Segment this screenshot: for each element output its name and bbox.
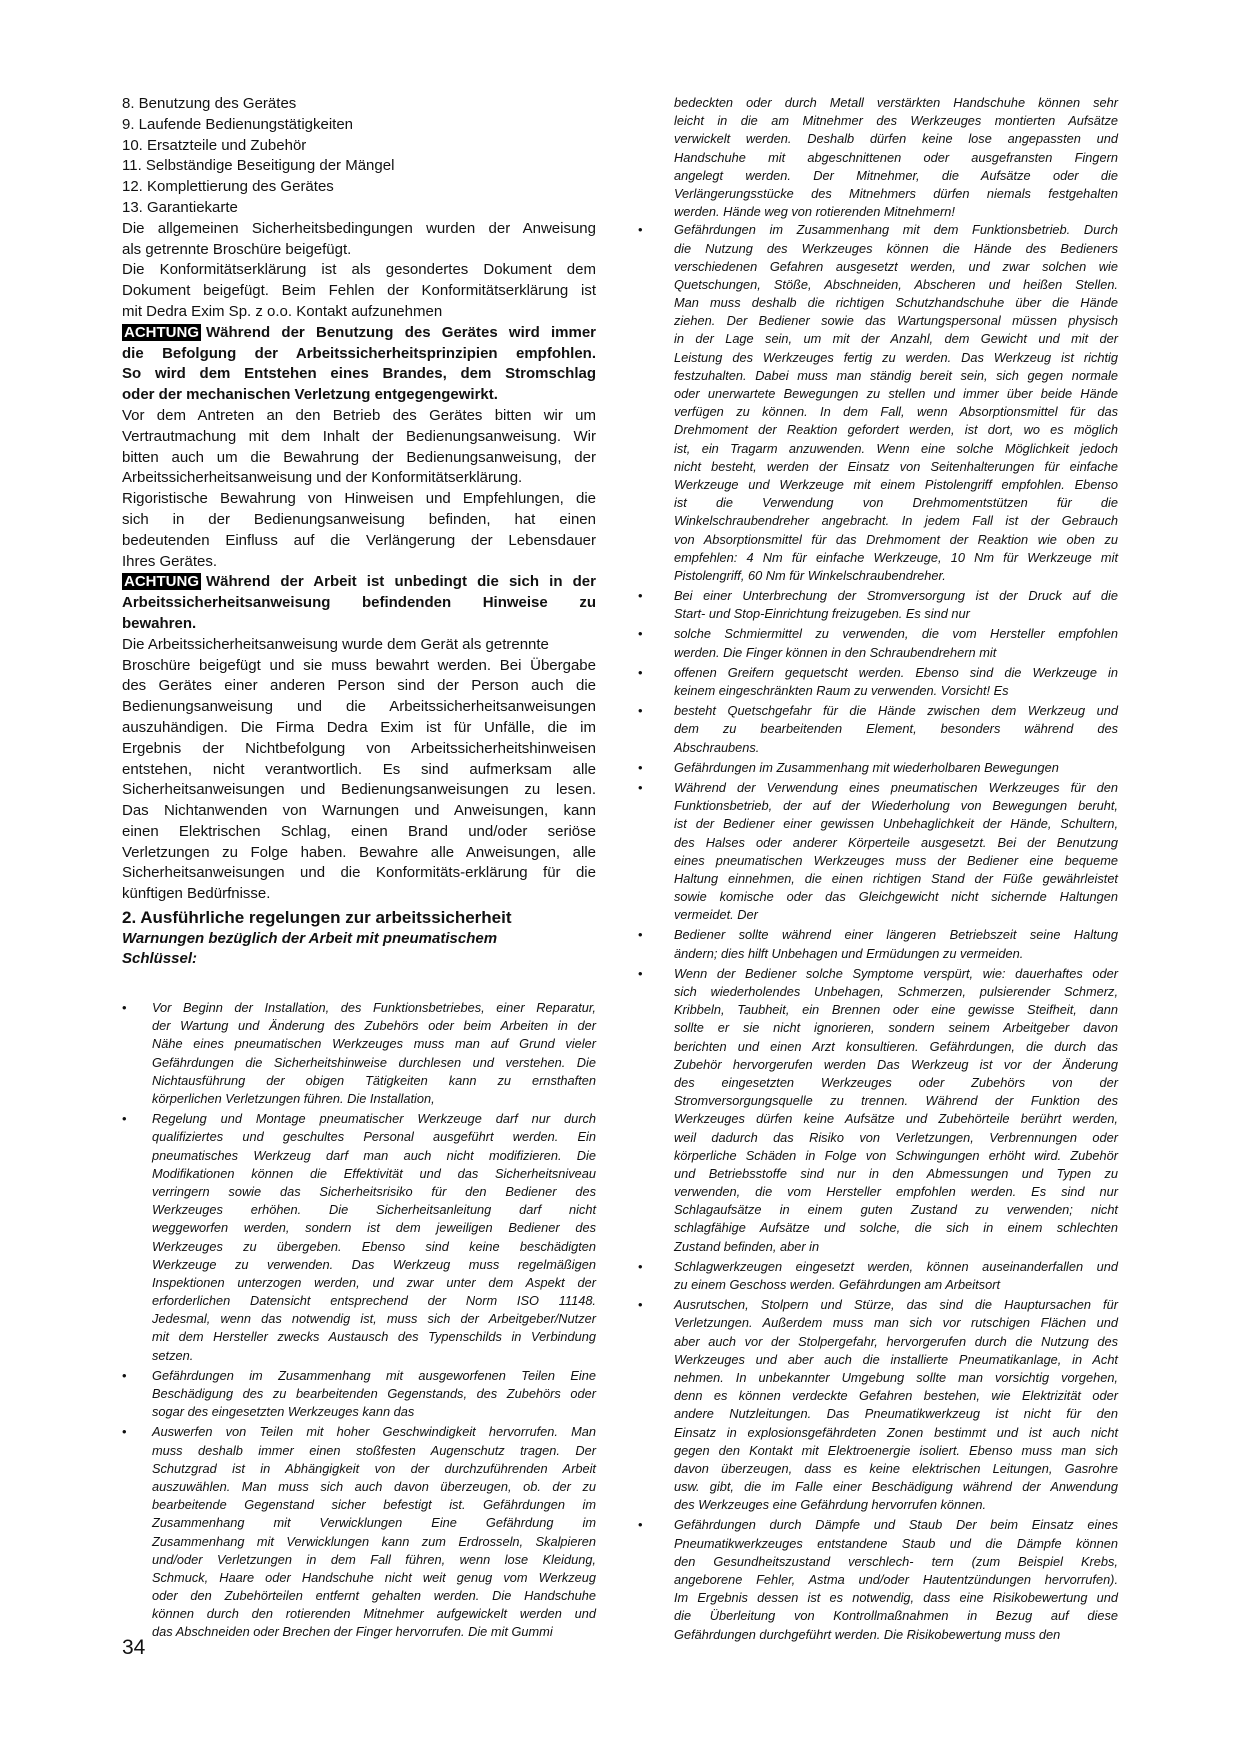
text-line: Werkzeuge zu verwenden. Das Werkzeug muss regelmäßigen [152, 1256, 596, 1272]
text-line: und Betriebsstoffe sind nur in den Abmessungen und Typen zu [674, 1165, 1118, 1181]
text-line: Beschädigung des zu bearbeitenden Gegenstands, des Zubehörs oder [152, 1386, 596, 1402]
continued-paragraph [638, 94, 1118, 221]
text-line: aber auch vor der Stolpergefahr, hervorgerufen durch die Nutzung des [674, 1333, 1118, 1349]
text-line: des Werkzeuges eine Gefährdung hervorrufen können. [674, 1497, 987, 1513]
text-line: andere Nutzleitungen. Das Pneumatikwerkzeug ist nicht für den [674, 1406, 1118, 1422]
text-line: Werkzeuges und aber auch die installierte Pneumatikanlage, in Acht [674, 1351, 1118, 1367]
bullet-item [638, 779, 1118, 925]
text-line: sogar des eingesetzten Werkzeuges kann das [152, 1404, 415, 1420]
text-line: Kribbeln, Taubheit, ein Brennen oder eine gewisse Steifheit, dann [674, 1002, 1118, 1018]
text-line: ist, ein Tragarm anzuwenden. Wenn eine solche Möglichkeit jedoch [674, 440, 1118, 456]
text-line: ACHTUNG Während der Benutzung des Gerätes wird immer [124, 323, 596, 341]
text-line: Zubehör hervorgerufen werden Das Werkzeug ist vor der Änderung [674, 1056, 1118, 1072]
bullet-item [638, 625, 1118, 661]
right-column [638, 94, 1118, 1646]
text-line: werden. Hände weg von rotierenden Mitnehmern! [674, 204, 955, 220]
bullet-icon: • [638, 222, 643, 238]
text-line: Dokument beigefügt. Beim Fehlen der Konformitätserklärung ist [122, 282, 596, 300]
text-line: Werkzeuges dürfen keine Aufsätze und Zubehörteile berührt werden, [674, 1111, 1118, 1127]
bullet-icon: • [638, 664, 643, 680]
text-line: Arbeitssicherheitsanweisung und der Konformitätserklärung. [122, 469, 523, 487]
bullet-item [638, 221, 1118, 585]
text-line: Man muss deshalb die richtigen Schutzhandschuhe über die Hände [674, 295, 1118, 311]
text-line: Ausrutschen, Stolpern und Stürze, das sind die Hauptursachen für [674, 1297, 1118, 1313]
text-line: bewahren. [122, 614, 197, 632]
text-line: erforderlichen Datensicht entsprechend der Norm ISO 11148. [152, 1293, 596, 1309]
bullet-item [638, 664, 1118, 700]
section-heading: 2. Ausführliche regelungen zur arbeitssicherheit [122, 908, 512, 928]
text-line: die Überleitung von Kontrollmaßnahmen in Bezug auf diese [674, 1608, 1118, 1624]
text-line: ACHTUNG Während der Arbeit ist unbedingt die sich in der [124, 573, 596, 591]
bullet-item [638, 926, 1118, 962]
text-line: Gefährdungen durchgeführt werden. Die Risikobewertung muss den [674, 1626, 1061, 1642]
text-line: verringern sowie das Sicherheitsrisiko für den Bediener des [152, 1183, 596, 1199]
text-line: Vor dem Antreten an den Betrieb des Gerätes bitten wir um [122, 406, 596, 424]
text-line: bedeckten oder durch Metall verstärkten Handschuhe können sehr [674, 95, 1118, 110]
bullet-icon: • [122, 1000, 127, 1016]
text-line: berichten und einen Arzt konsultieren. Gefährdungen, die durch das [674, 1038, 1118, 1054]
text-line: nehmen. In unbekannter Umgebung sollte man vorsichtig vorgehen, [674, 1369, 1118, 1385]
text-line: die Nutzung des Werkzeuges können die Hände des Bedieners [674, 240, 1118, 256]
bullet-item [122, 1423, 596, 1641]
text-line: Modifikationen können die Effektivität und das Sicherheitsniveau [152, 1165, 596, 1181]
text-line: verfügen zu können. In dem Fall, wenn Absorptionsmittel für das [674, 404, 1118, 420]
text-line: zu einem Geschoss werden. Gefährdungen am Arbeitsort [674, 1277, 1001, 1292]
text-line: offenen Greifern gequetscht werden. Ebenso sind die Werkzeuge in [674, 664, 1118, 680]
bullet-icon: • [638, 759, 643, 775]
text-line: als getrennte Broschüre beigefügt. [122, 240, 352, 258]
text-line: sollte er sie nicht ignorieren, sondern seinem Arbeitgeber davon [674, 1020, 1118, 1036]
text-line: denn es können verdeckte Gefahren bestehen, wie Elektrizität oder [674, 1388, 1118, 1404]
text-line: nicht besteht, werden der Einsatz von Seitenhalterungen für einfache [674, 458, 1118, 474]
text-line: den Gesundheitszustand verschlech- tern (zum Beispiel Krebs, [674, 1553, 1118, 1569]
text-line: und/oder Verletzungen in dem Fall führen, wenn lose Kleidung, [152, 1551, 596, 1567]
warning-block-2 [122, 572, 596, 634]
text-line: Verletzungen. Außerdem muss man sich vor rutschigen Flächen und [674, 1315, 1118, 1331]
achtung-badge: ACHTUNG [124, 573, 199, 591]
bullet-icon: • [638, 1517, 643, 1533]
text-line: verwenden, die vom Hersteller empfohlen werden. Es sind nur [674, 1184, 1118, 1200]
text-line: Die Arbeitssicherheitsanweisung wurde dem Gerät als getrennte [122, 635, 549, 653]
toc-item: 9. Laufende Bedienungstätigkeiten [122, 115, 354, 133]
text-line: Stromversorgungsquelle zu trennen. Während der Funktion des [674, 1093, 1118, 1109]
bullet-icon: • [638, 1297, 643, 1313]
text-line: Bei einer Unterbrechung der Stromversorgung ist der Druck auf die [674, 588, 1118, 604]
text-line: Werkzeuge und Werkzeuge mit einem Pistolengriff empfohlen. Ebenso [674, 476, 1118, 492]
bullet-icon: • [122, 1111, 127, 1127]
text-line: pneumatisches Werkzeug darf man auch nicht modifizieren. Die [152, 1147, 596, 1163]
text-line: sich in der Bedienungsanweisung befinden, hat einen [122, 510, 596, 528]
text-line: Ergebnis der Nichtbefolgung von Arbeitssicherheitshinweisen [122, 739, 596, 757]
achtung-badge: ACHTUNG [124, 323, 199, 341]
text-line: Zusammenhang mit Verwicklungen kann zum Erdrosseln, Skalpieren [152, 1533, 596, 1549]
text-line: Start- und Stop-Einrichtung freizugeben. Es sind nur [674, 606, 970, 622]
text-line: entstehen, nicht verantwortlich. Es sind aufmerksam alle [122, 760, 596, 778]
text-line: in der Lage sein, um mit der Anzahl, dem Gewicht und mit der [674, 331, 1118, 347]
text-line: setzen. [152, 1347, 194, 1363]
text-line: bitten auch um die Bewahrung der Bedienungsanweisung, der [122, 448, 596, 466]
toc-item: 10. Ersatzteile und Zubehör [122, 136, 307, 154]
text-line: empfehlen: 4 Nm für einfache Werkzeuge, 10 Nm für Werkzeuge mit [674, 549, 1118, 565]
bullet-item [122, 999, 596, 1108]
bullet-item [638, 1296, 1118, 1514]
section-subheading: Schlüssel: [122, 950, 198, 968]
text-line: oder der mechanischen Verletzung entgegengewirkt. [122, 386, 498, 404]
text-line: Quetschungen, Stöße, Abschneiden, Abscheren und heißen Stellen. [674, 276, 1118, 292]
text-line: Abschraubens. [674, 739, 760, 755]
text-line: Schlagaufsätze in einem guten Zustand zu verwenden; nicht [674, 1202, 1118, 1218]
text-line: von Absorptionsmittel für das Drehmoment der Reaktion wie oben zu [674, 531, 1118, 547]
text-line: Leistung des Werkzeuges fertig zu werden. Das Werkzeug ist richtig [674, 349, 1118, 365]
bullet-item [638, 759, 1118, 777]
left-column [122, 94, 596, 1644]
text-line: körperlichen Verletzungen führen. Die Installation, [152, 1091, 435, 1107]
text-line: leicht in die am Mitnehmer des Werkzeuges montierten Aufsätze [674, 113, 1118, 129]
text-line: auszuwählen. Man muss sich auch davon überzeugen, ob. der zu [152, 1478, 596, 1494]
text-line: ist der Bediener einer gewissen Unbehaglichkeit der Hände, Schultern, [674, 816, 1118, 832]
text-line: Sicherheitsanweisungen und die Konformitäts-erklärung für die [122, 864, 596, 882]
text-line: qualifiziertes und geschultes Personal ausgeführt werden. Ein [152, 1129, 596, 1145]
text-line: dem zu bearbeitenden Element, besonders während des [674, 721, 1118, 737]
bullet-icon: • [122, 1367, 127, 1383]
toc-item: 12. Komplettierung des Gerätes [122, 178, 334, 196]
bullet-icon: • [638, 965, 643, 981]
text-line: bedeutenden Einfluss auf die Verlängerung der Lebensdauer [122, 531, 596, 549]
bullet-icon: • [638, 927, 643, 943]
text-line: Gefährdungen im Zusammenhang mit dem Funktionsbetrieb. Durch [674, 222, 1118, 238]
bullet-item [122, 1110, 596, 1365]
text-line: angeborene Fehler, Astma und/oder Hautentzündungen hervorrufen). [674, 1572, 1118, 1587]
text-line: Drehmoment der Reaktion gefordert werden, ist dort, wo es möglich [674, 422, 1118, 438]
text-line: Das Nichtanwenden von Warnungen und Anweisungen, kann [122, 802, 596, 820]
text-line: des Halses oder anderer Körperteile ausgesetzt. Bei der Benutzung [674, 834, 1118, 850]
text-line: Im Ergebnis dessen ist es notwendig, dass eine Risikobewertung und [674, 1590, 1118, 1606]
text-line: des eingesetzten Werkzeuges oder Zubehörs von der [674, 1074, 1118, 1090]
toc-list [122, 94, 596, 219]
text-line: ziehen. Der Bediener sowie das Wartungspersonal müssen physisch [674, 313, 1118, 329]
toc-item: 11. Selbständige Beseitigung der Mängel [122, 157, 395, 175]
text-line: Wenn der Bediener solche Symptome verspürt, wie: dauerhaftes oder [674, 965, 1118, 981]
text-line: verschiedenen Gefahren ausgesetzt werden, und zwar solchen wie [674, 258, 1118, 274]
paragraph-1 [122, 406, 596, 572]
text-line: festzuhalten. Dabei muss man ständig bereit sein, sich gegen normale [674, 367, 1118, 383]
text-line: Nähe eines pneumatischen Werkzeuges muss man auf Grund vieler [152, 1036, 596, 1052]
text-line: Inspektionen unterzogen werden, und zwar unter dem Aspekt der [152, 1274, 596, 1290]
text-line: sowie komische oder das Gleichgewicht nicht sichernde Haltungen [674, 889, 1118, 905]
text-line: können durch den rotierenden Mitnehmer aufgewickelt werden und [152, 1606, 596, 1622]
text-line: des Gerätes einer anderen Person sind der Person auch die [122, 677, 596, 695]
bullet-item [638, 1516, 1118, 1643]
text-line: Regelung und Montage pneumatischer Werkzeuge darf nur durch [152, 1111, 596, 1127]
text-line: Während der Verwendung eines pneumatischen Werkzeuges für den [674, 779, 1118, 795]
bullet-item [638, 587, 1118, 623]
text-line: Schlagwerkzeugen eingesetzt werden, können auseinanderfallen und [674, 1258, 1118, 1274]
text-line: Nichtausführung der obigen Tätigkeiten kann zu ernsthaften [152, 1072, 596, 1088]
text-line: solche Schmiermittel zu verwenden, die vom Hersteller empfohlen [674, 626, 1118, 642]
toc-item: 13. Garantiekarte [122, 198, 238, 216]
text-line: Ihres Gerätes. [122, 552, 218, 570]
text-line: körperliche Schäden in Folge von Schwingungen erhöht wird. Zubehör [674, 1147, 1118, 1163]
bullet-item [122, 1367, 596, 1422]
text-line: Schmuck, Haare oder Handschuhe nicht weit genug vom Werkzeug [152, 1569, 596, 1585]
text-line: Funktionsbetrieb, der auf der Wiederholung von Bewegungen beruht, [674, 798, 1118, 814]
text-line: Verlängerungsstücke des Mitnehmers dürfen niemals festgehalten [674, 185, 1118, 201]
text-line: Die Konformitätserklärung ist als gesondertes Dokument dem [122, 261, 596, 279]
text-line: ist die Verwendung von Drehmomentstützen für die [674, 495, 1118, 511]
text-line: Pneumatikwerkzeuges entstandene Staub und die Dämpfe können [674, 1535, 1118, 1551]
text-line: Haltung einnehmen, die einen richtigen Stand der Füße gewährleistet [674, 870, 1118, 886]
text-line: die Befolgung der Arbeitssicherheitsprinzipien empfohlen. [122, 344, 596, 362]
text-line: Vor Beginn der Installation, des Funktionsbetriebes, einer Reparatur, [152, 1000, 596, 1016]
text-line: Bedienungsanweisung und die Arbeitssicherheitsanweisungen [122, 698, 596, 716]
intro-paragraph [122, 219, 596, 323]
text-line: Schutzgrad ist in Abhängigkeit von der durchzuführenden Arbeit [152, 1460, 596, 1476]
text-line: oder den Zubehörteilen entfernt gehalten werden. Die Handschuhe [152, 1588, 596, 1604]
section-subheading: Warnungen bezüglich der Arbeit mit pneumatischem [122, 930, 498, 948]
bullet-icon: • [638, 779, 643, 795]
text-line: Zustand befinden, aber in [674, 1238, 820, 1254]
text-line: Rigoristische Bewahrung von Hinweisen und Empfehlungen, die [122, 490, 596, 508]
text-line: Gefährdungen die Sicherheitshinweise durchlesen und verstehen. Die [152, 1054, 596, 1070]
text-line: Einsatz in explosionsgefährdeten Zonen bestimmt und ist auch nicht [674, 1424, 1118, 1440]
warning-block-1 [122, 323, 596, 406]
text-line: sich wiederholendes Unbehagen, Schmerzen, pulsierender Schmerz, [674, 984, 1118, 999]
text-line: ändern; dies hilft Unbehagen und Ermüdungen zu vermeiden. [674, 945, 1024, 961]
bullet-item [638, 1258, 1118, 1294]
bullet-item [638, 965, 1118, 1256]
text-line: Gefährdungen im Zusammenhang mit wiederholbaren Bewegungen [674, 759, 1059, 775]
text-line: Gefährdungen durch Dämpfe und Staub Der beim Einsatz eines [674, 1517, 1118, 1533]
text-line: usw. gibt, die im Falle einer Beschädigung während der Anwendung [674, 1479, 1118, 1495]
text-line: Sicherheitsanweisungen und Bedienungsanweisungen zu lesen. [122, 781, 596, 799]
text-line: weggeworfen werden, sondern ist dem jeweiligen Bediener des [152, 1220, 596, 1236]
toc-item: 8. Benutzung des Gerätes [122, 95, 297, 112]
text-line: der Wartung und Änderung des Zubehörs oder beim Arbeiten in der [152, 1018, 596, 1034]
bullet-item [638, 702, 1118, 757]
text-line: angelegt werden. Der Mitnehmer, die Aufsätze oder die [674, 167, 1118, 183]
text-line: So wird dem Entstehen eines Brandes, dem Stromschlag [122, 365, 596, 383]
text-line: mit Dedra Exim Sp. z o.o. Kontakt aufzunehmen [122, 302, 443, 320]
text-line: mit dem Hersteller zwecks Austausch des Typenschilds in Verbindung [152, 1329, 596, 1345]
text-line: künftigen Bedürfnisse. [122, 885, 271, 903]
text-line: verwickelt werden. Deshalb dürfen keine lose angepassten und [674, 131, 1118, 147]
text-line: Winkelschraubendreher angebracht. In jedem Fall ist der Gebrauch [674, 513, 1118, 529]
text-line: Zusammenhang mit Verwicklungen Eine Gefährdung im [152, 1515, 596, 1531]
text-line: weil dadurch das Risiko von Verletzungen, Verbrennungen oder [674, 1129, 1118, 1145]
text-line: Broschüre beigefügt und sie muss bewahrt werden. Bei Übergabe [122, 656, 596, 674]
text-line: Arbeitssicherheitsanweisung befindenden Hinweise zu [122, 594, 596, 612]
page-number: 34 [122, 1636, 146, 1659]
bullet-icon: • [638, 626, 643, 642]
text-line: Auswerfen von Teilen mit hoher Geschwindigkeit hervorrufen. Man [152, 1424, 596, 1440]
bullet-icon: • [122, 1424, 127, 1440]
bullet-icon: • [638, 1258, 643, 1274]
text-line: auszuhändigen. Die Firma Dedra Exim ist für Unfälle, die im [122, 718, 596, 736]
text-line: Gefährdungen im Zusammenhang mit ausgeworfenen Teilen Eine [152, 1367, 596, 1383]
text-line: Die allgemeinen Sicherheitsbedingungen wurden der Anweisung [122, 219, 596, 237]
text-line: eines pneumatischen Werkzeuges muss der Bediener eine bequeme [674, 852, 1118, 868]
text-line: Pistolengriff, 60 Nm für Winkelschraubendreher. [674, 567, 946, 583]
text-line: muss deshalb immer einen stoßfesten Augenschutz tragen. Der [152, 1442, 596, 1458]
text-line: oder unerwartete Bewegungen zu stellen und immer über beide Hände [674, 386, 1118, 401]
text-line: das Abschneiden oder Brechen der Finger hervorrufen. Die mit Gummi [152, 1624, 553, 1640]
text-line: gegen den Kontakt mit Elektroenergie isoliert. Ebenso muss man sich [674, 1442, 1118, 1458]
text-line: werden. Die Finger können in den Schraubendrehern mit [674, 644, 997, 660]
text-line: besteht Quetschgefahr für die Hände zwischen dem Werkzeug und [674, 703, 1118, 719]
paragraph-2 [122, 635, 596, 905]
text-line: davon überzeugen, dass es keine elektrischen Leitungen, Gasrohre [674, 1460, 1118, 1476]
bullet-icon: • [638, 703, 643, 719]
text-line: Handschuhe mit abgeschnittenen oder ausgefransten Fingern [674, 149, 1118, 165]
text-line: Bediener sollte während einer längeren Betriebszeit seine Haltung [674, 927, 1118, 943]
text-line: Vertrautmachung mit dem Inhalt der Bedienungsanweisung. Wir [122, 427, 596, 445]
text-line: schlagfähige Aufsätze und solche, die sich in einem schlechten [674, 1220, 1118, 1236]
text-line: bearbeitende Gegenstand sicher befestigt ist. Gefährdungen im [152, 1497, 596, 1513]
text-line: keinem eingeschränkten Raum zu verwenden. Vorsicht! Es [674, 683, 1009, 698]
right-bullet-list [638, 221, 1118, 1643]
text-line: einen Elektrischen Schlag, einen Brand und/oder seriöse [122, 822, 596, 840]
text-line: Werkzeuges erhöhen. Die Sicherheitsanleitung darf nicht [152, 1202, 596, 1218]
text-line: Verletzungen zu Folge haben. Bewahre alle Anweisungen, alle [122, 843, 596, 861]
text-line: Werkzeuges zu übergeben. Ebenso sind keine beschädigten [152, 1238, 596, 1254]
text-line: vermeidet. Der [674, 907, 758, 923]
text-line: Jedesmal, wenn das notwendig ist, muss sich der Arbeitgeber/Nutzer [152, 1311, 596, 1327]
left-bullet-list [122, 999, 596, 1642]
bullet-icon: • [638, 588, 643, 604]
